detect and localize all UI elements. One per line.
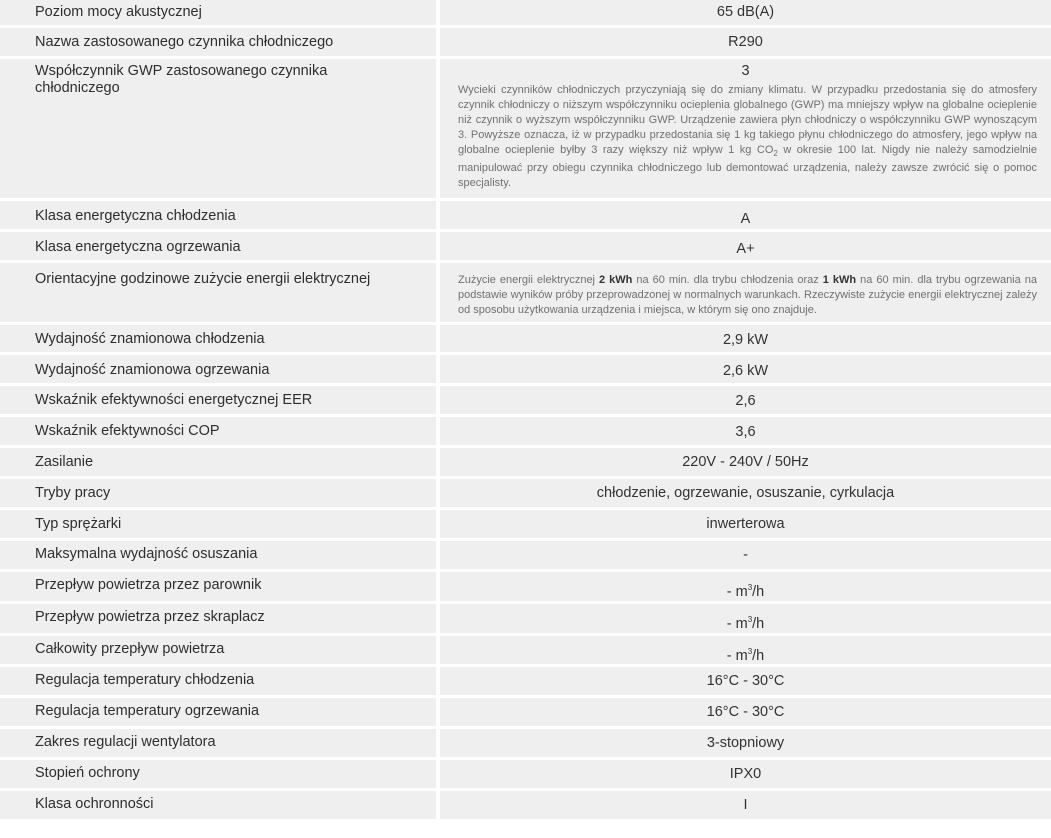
spec-value: 16°C - 30°C: [440, 667, 1051, 695]
spec-label: Klasa energetyczna ogrzewania: [0, 232, 440, 260]
spec-row: [0, 0, 1051, 25]
spec-value: 2,6 kW: [440, 355, 1051, 383]
spec-value: 16°C - 30°C: [440, 698, 1051, 726]
spec-label: Całkowity przepływ powietrza: [0, 636, 440, 665]
spec-label: Maksymalna wydajność osuszania: [0, 541, 440, 569]
spec-value: inwerterowa: [440, 510, 1051, 538]
spec-value: 220V - 240V / 50Hz: [440, 448, 1051, 476]
spec-value: chłodzenie, ogrzewanie, osuszanie, cyrkulacja: [440, 479, 1051, 507]
spec-value: R290: [440, 28, 1051, 56]
gwp-note: Wycieki czynników chłodniczych przyczyniają się do zmiany klimatu. W przypadku przedostania się do atmosfery czynnik chłodniczy o niższym współczynniku ocieplenia globalnego (GWP) ma mniejszy wpływ na globalne ocieplenie niż czynnik o wyższym współczynniku GWP. Urządzenie zawiera płyn chłodniczy o współczynniku GWP wynoszącym 3. Powyższe oznacza, iż w przypadku przedostania się 1 kg takiego płynu chłodniczego do atmosfery, jego wpływ na globalne ocieplenie byłby 3 razy większy niż wpływ 1 kg $CO_2$ w okresie 100 lat. Nigdy nie należy samodzielnie manipulować przy obiegu czynnika chłodniczego lub demontować urządzenia, należy zawsze zwrócić się o pomoc specjalisty.: [458, 84, 1037, 190]
spec-label: Klasa ochronności: [0, 791, 440, 819]
spec-row: [0, 386, 1051, 414]
spec-row: [0, 572, 1051, 601]
spec-label: Zasilanie: [0, 448, 440, 476]
spec-row: [0, 355, 1051, 383]
spec-value: 2,9 kW: [440, 325, 1051, 352]
spec-value: 3-stopniowy: [440, 729, 1051, 757]
spec-value: A: [440, 201, 1051, 229]
spec-label: Przepływ powietrza przez skraplacz: [0, 604, 440, 633]
spec-value: IPX0: [440, 760, 1051, 788]
spec-value: -: [440, 541, 1051, 569]
spec-row: [0, 28, 1051, 56]
spec-label: Współczynnik GWP zastosowanego czynnika chłodniczego: [0, 59, 440, 198]
spec-label: Wskaźnik efektywności energetycznej EER: [0, 386, 440, 414]
spec-row: [0, 667, 1051, 695]
spec-row: [0, 325, 1051, 352]
spec-label: Poziom mocy akustycznej: [0, 0, 440, 25]
spec-value: 2,6: [440, 386, 1051, 414]
spec-label: Regulacja temperatury chłodzenia: [0, 667, 440, 695]
spec-row: [0, 263, 1051, 322]
spec-value: - $m^3/h$: [440, 604, 1051, 633]
spec-row: [0, 760, 1051, 788]
spec-label: Klasa energetyczna chłodzenia: [0, 201, 440, 229]
spec-row: [0, 729, 1051, 757]
spec-value: 3: [741, 63, 750, 79]
spec-label: Wydajność znamionowa chłodzenia: [0, 325, 440, 352]
spec-label: Stopień ochrony: [0, 760, 440, 788]
spec-row: [0, 791, 1051, 819]
spec-value: - $m^3/h$: [440, 572, 1051, 601]
spec-row: [0, 59, 1051, 198]
spec-value: - $m^3/h$: [440, 636, 1051, 665]
energy-note: Zużycie energii elektrycznej 2 kWh na 60 min. dla trybu chłodzenia oraz 1 kWh na 60 min. dla trybu ogrzewania na podstawie wyników próby przeprowadzonej w normalnych warunkach. Rzeczywiste zużycie energii elektrycznej zależy od sposobu użytkowania urządzenia i miejsca, w którym się ono znajduje.: [458, 274, 1037, 316]
spec-row: [0, 604, 1051, 633]
spec-row: [0, 636, 1051, 665]
spec-value: I: [440, 791, 1051, 819]
spec-value: 65 dB(A): [440, 0, 1051, 25]
spec-label: Zakres regulacji wentylatora: [0, 729, 440, 757]
spec-label: Tryby pracy: [0, 479, 440, 507]
spec-value: 3,6: [440, 417, 1051, 445]
spec-row: [0, 201, 1051, 229]
spec-label: Typ sprężarki: [0, 510, 440, 538]
spec-row: [0, 698, 1051, 726]
spec-label: Przepływ powietrza przez parownik: [0, 572, 440, 601]
spec-label: Orientacyjne godzinowe zużycie energii elektrycznej: [0, 263, 440, 322]
spec-label: Nazwa zastosowanego czynnika chłodniczego: [0, 28, 440, 56]
spec-row: [0, 479, 1051, 507]
spec-row: [0, 448, 1051, 476]
spec-row: [0, 417, 1051, 445]
spec-label: Wskaźnik efektywności COP: [0, 417, 440, 445]
spec-row: [0, 510, 1051, 538]
spec-row: [0, 232, 1051, 260]
spec-label: Regulacja temperatury ogrzewania: [0, 698, 440, 726]
spec-value: A+: [440, 232, 1051, 260]
spec-row: [0, 541, 1051, 569]
spec-label: Wydajność znamionowa ogrzewania: [0, 355, 440, 383]
